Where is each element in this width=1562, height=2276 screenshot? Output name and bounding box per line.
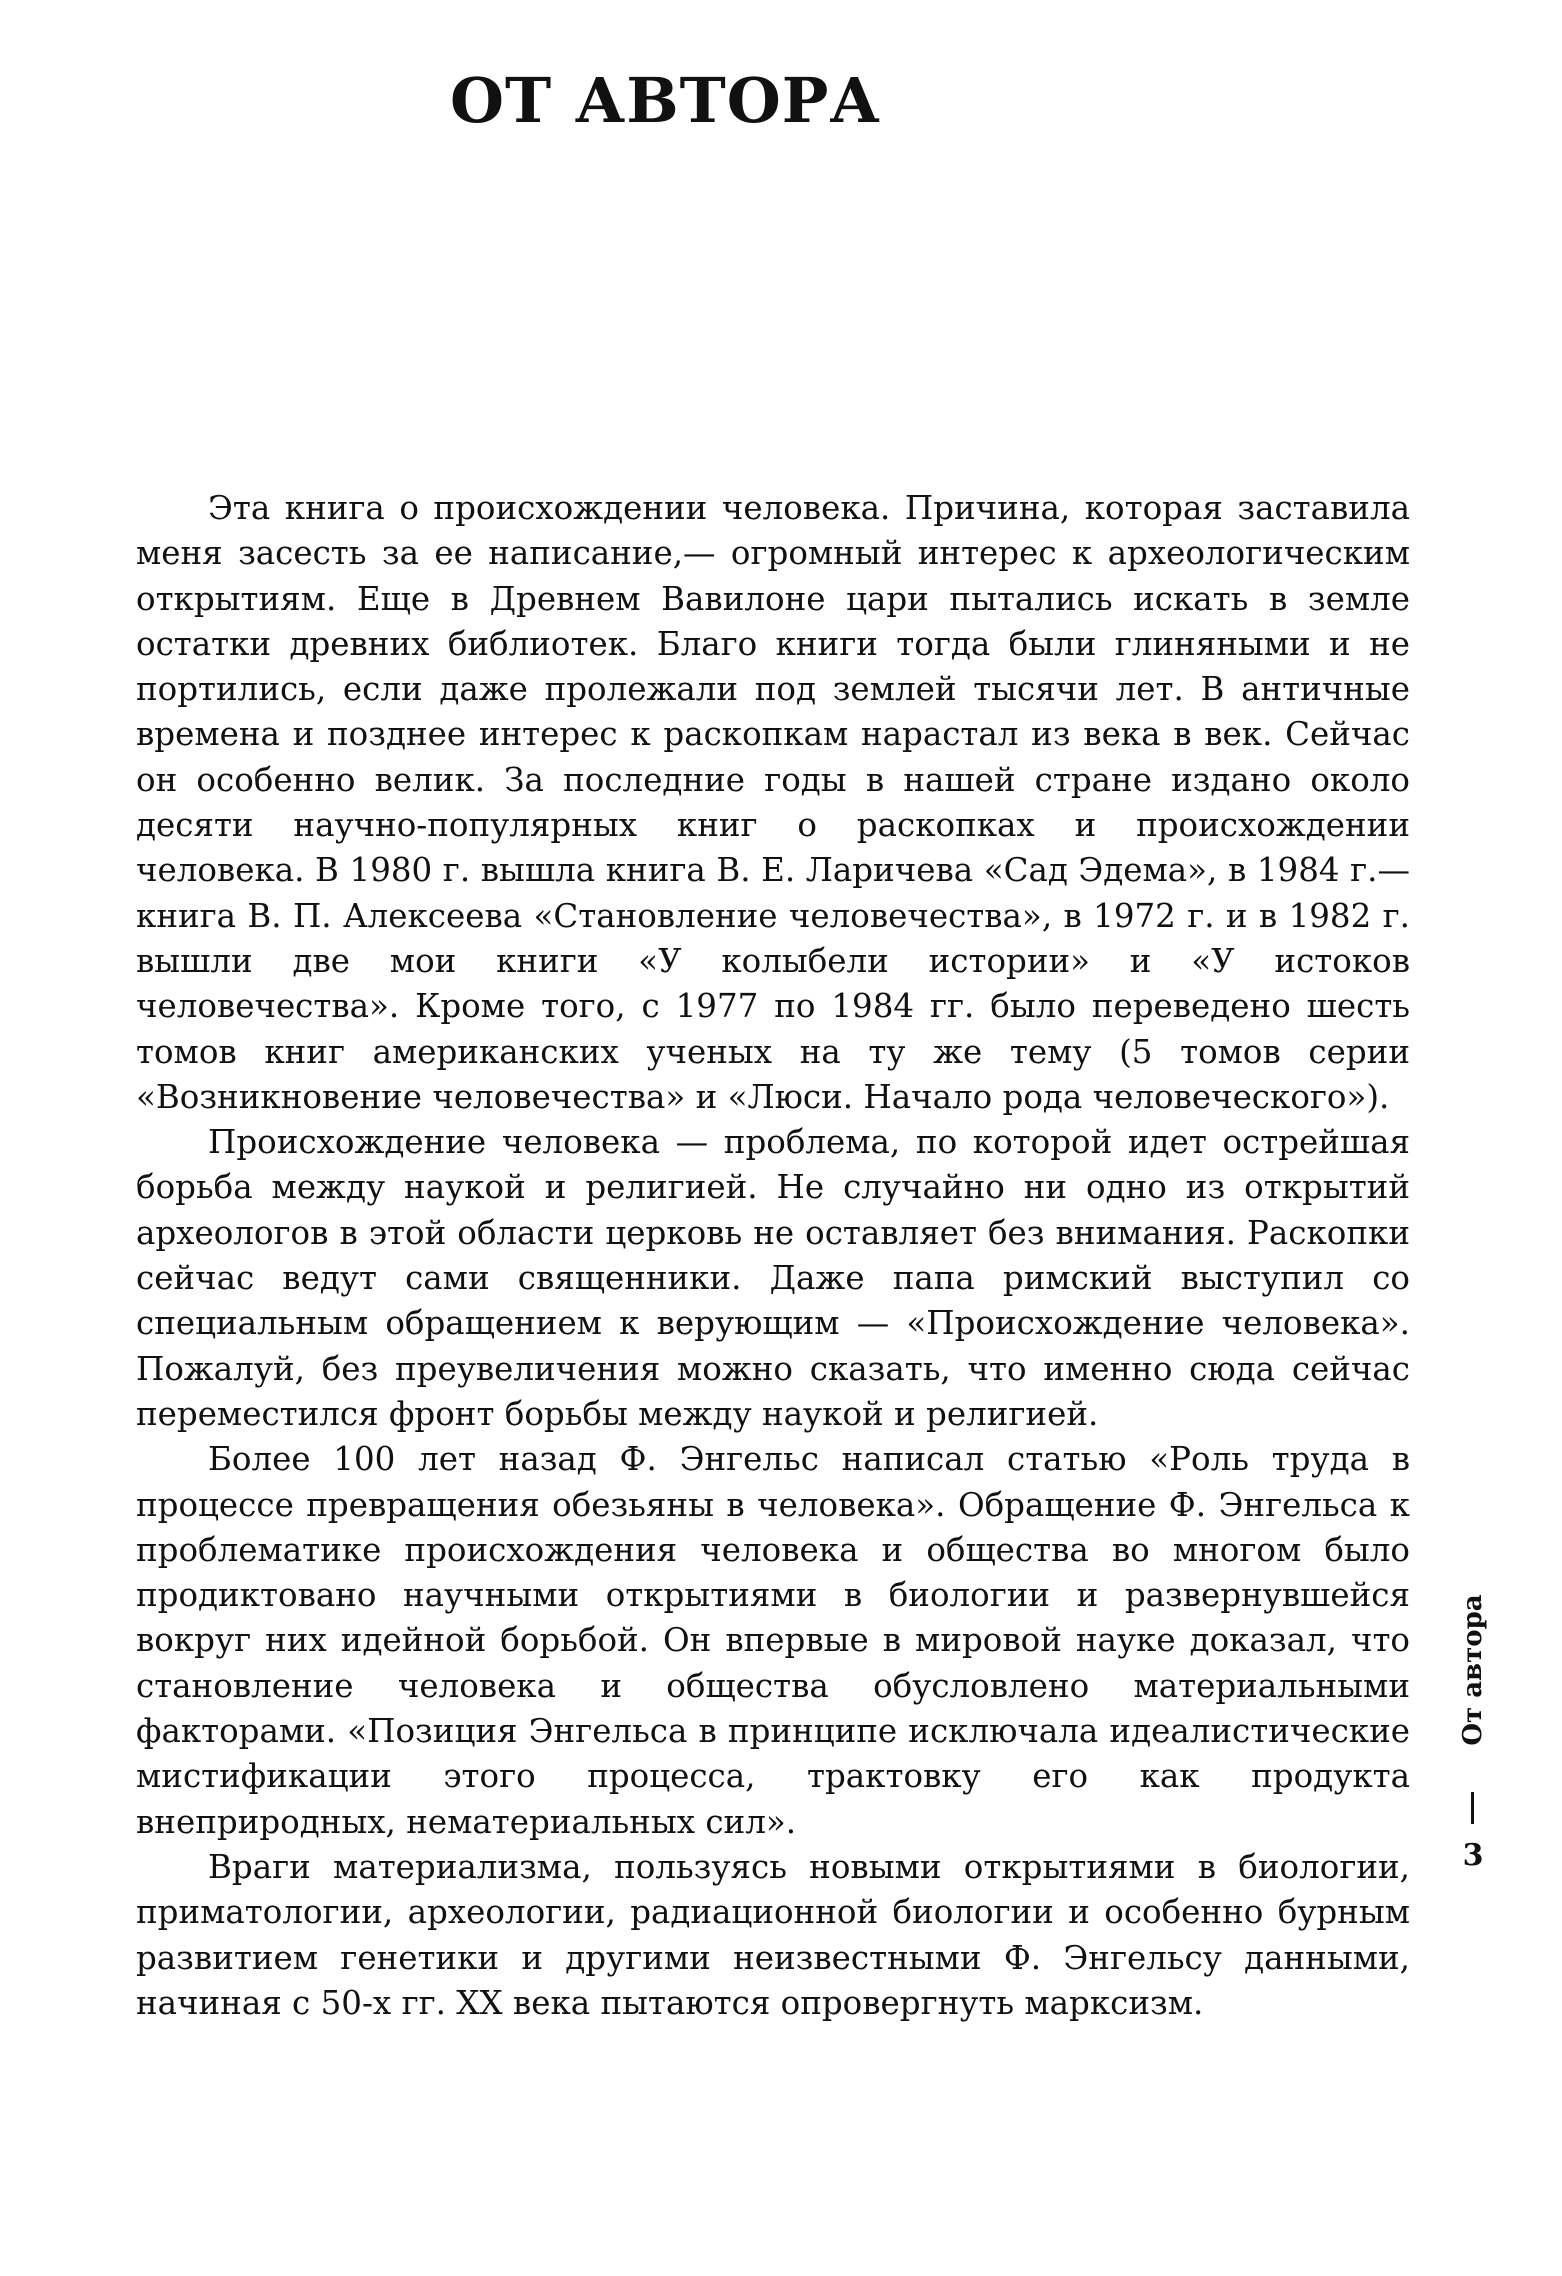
paragraph-3: Более 100 лет назад Ф. Энгельс написал статью «Роль труда в процессе превращения обезьяны в человека». Обращение Ф. Энгельса к проблематике происхождения человека и общества во многом было продиктовано научными открытиями в биологии и развернувшейся вокруг них идейной борьбой. Он впервые в мировой науке доказал, что становление человека и общества обусловлено материальными факторами. «Позиция Энгельса в принципе исключала идеалистические мистификации этого процесса, трактовку его как продукта внеприродных, нематериальных сил».: [136, 1440, 1410, 1841]
running-header: [1428, 1560, 1518, 1880]
paragraph-2: Происхождение человека — проблема, по которой идет острейшая борьба между наукой и религией. Не случайно ни одно из открытий археологов в этой области церковь не оставляет без внимания. Раскопки сейчас ведут сами священники. Даже папа римский выступил со специальным обращением к верующим — «Происхождение человека». Пожалуй, без преувеличения можно сказать, что именно сюда сейчас переместился фронт борьбы между наукой и религией.: [136, 1123, 1410, 1433]
page-number: 3: [1462, 1838, 1484, 1873]
running-section-title: От автора: [1458, 1594, 1488, 1746]
body-text: [136, 486, 1410, 2026]
chapter-title: ОТ АВТОРА: [450, 64, 881, 137]
paragraph-4: Враги материализма, пользуясь новыми открытиями в биологии, приматологии, археологии, радиационной биологии и особенно бурным развитием генетики и другими неизвестными Ф. Энгельсу данными, начиная с 50-х гг. XX века пытаются опровергнуть марксизм.: [136, 1847, 1410, 2022]
paragraph-1: Эта книга о происхождении человека. Причина, которая заставила меня засесть за ее написание,— огромный интерес к археологическим открытиям. Еще в Древнем Вавилоне цари пытались искать в земле остатки древних библиотек. Благо книги тогда были глиняными и не портились, если даже пролежали под землей тысячи лет. В античные времена и позднее интерес к раскопкам нарастал из века в век. Сейчас он особенно велик. За последние годы в нашей стране издано около десяти научно-популярных книг о раскопках и происхождении человека. В 1980 г. вышла книга В. Е. Ларичева «Сад Эдема», в 1984 г.— книга В. П. Алексеева «Становление человечества», в 1972 г. и в 1982 г. вышли две мои книги «У колыбели истории» и «У истоков человечества». Кроме того, с 1977 по 1984 гг. было переведено шесть томов книг американских ученых на ту же тему (5 томов серии «Возникновение человечества» и «Люси. Начало рода человеческого»).: [136, 489, 1410, 1116]
running-header-divider: [1471, 1792, 1474, 1824]
